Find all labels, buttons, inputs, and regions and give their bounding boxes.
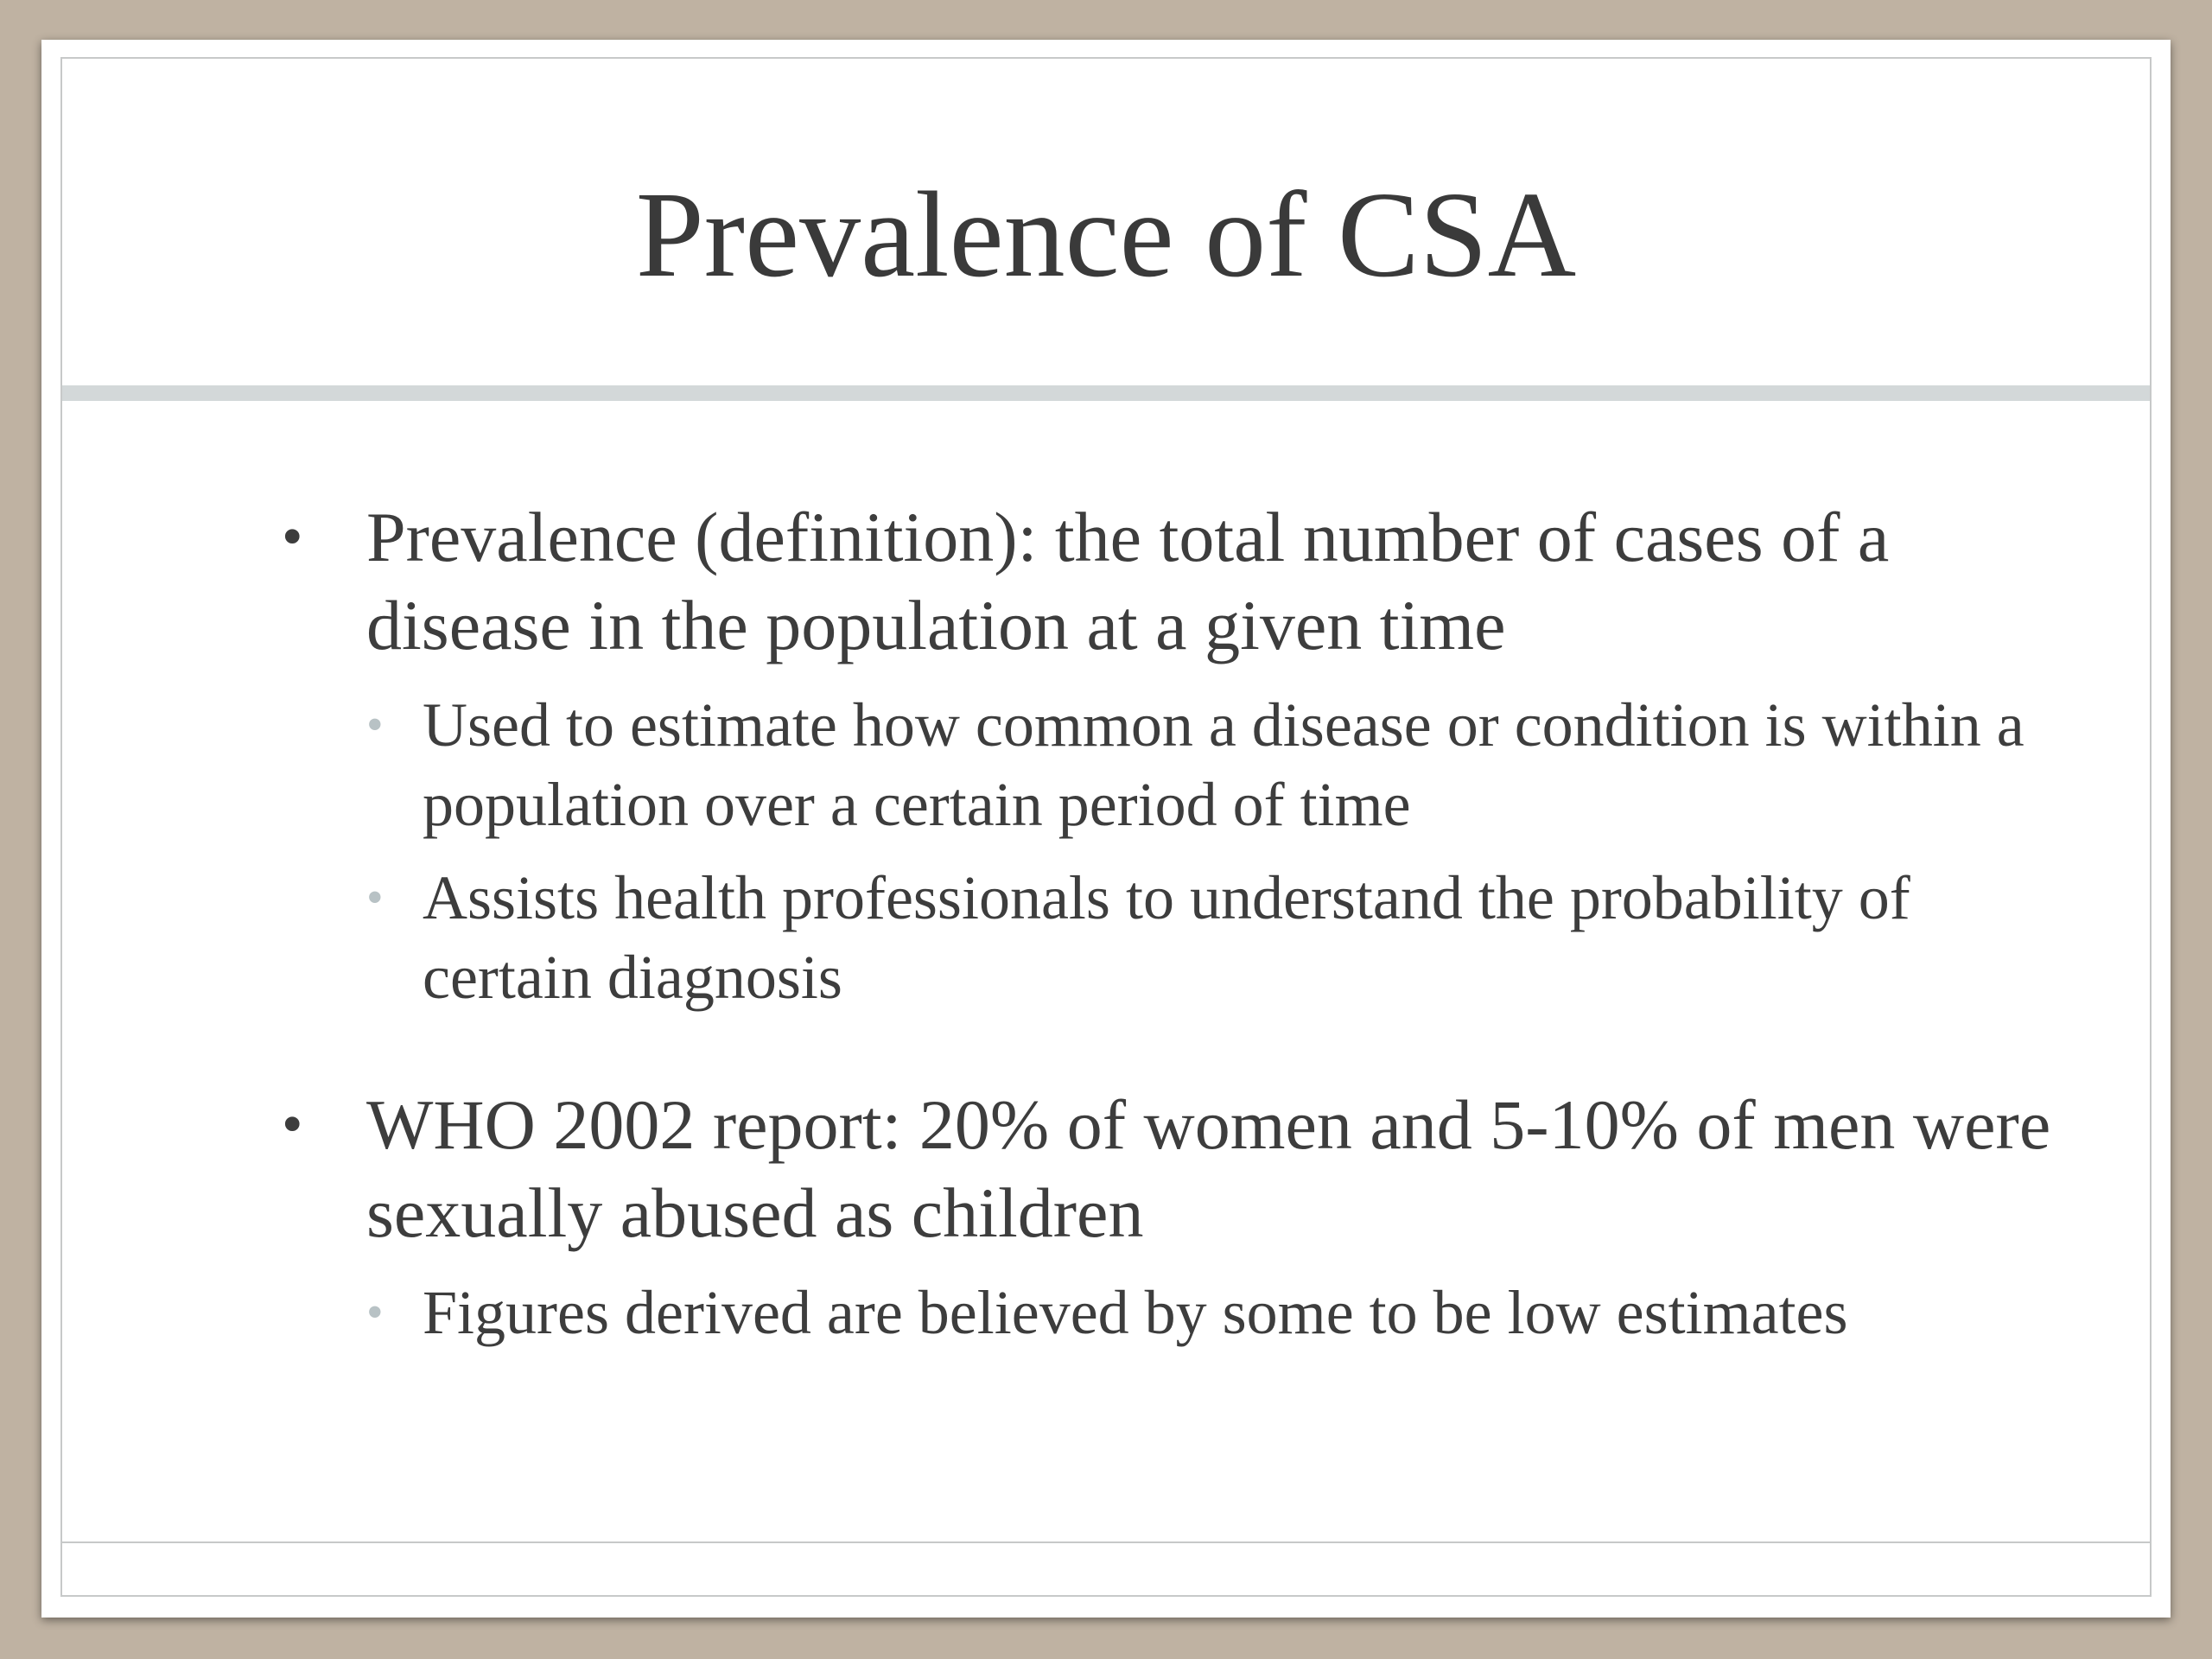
sub-bullet-icon: •: [366, 698, 384, 752]
sub-bullet-text: Used to estimate how common a disease or condition is within a population over a certain period of time: [423, 690, 2024, 839]
footer-divider: [62, 1541, 2150, 1543]
sub-bullet-item: [237, 1273, 2086, 1352]
sub-bullet-item: [237, 685, 2086, 844]
slide-content: [237, 493, 2086, 1352]
slide-title: Prevalence of CSA: [635, 166, 1577, 302]
sub-bullet-icon: •: [366, 1286, 384, 1339]
title-divider: [62, 385, 2150, 401]
sub-bullet-text: Figures derived are believed by some to be low estimates: [423, 1278, 1848, 1347]
bullet-item: [237, 1081, 2086, 1257]
sub-bullet-icon: •: [366, 871, 384, 925]
bullet-item: [237, 493, 2086, 670]
bullet-text: WHO 2002 report: 20% of women and 5-10% of men were sexually abused as children: [366, 1085, 2051, 1252]
bullet-text: Prevalence (definition): the total number of cases of a disease in the population at a given time: [366, 498, 1890, 664]
bullet-icon: •: [282, 504, 303, 570]
sub-bullet-item: [237, 858, 2086, 1017]
slide: [41, 40, 2171, 1618]
sub-bullet-text: Assists health professionals to understand the probability of certain diagnosis: [423, 863, 1910, 1012]
bullet-icon: •: [282, 1091, 303, 1158]
